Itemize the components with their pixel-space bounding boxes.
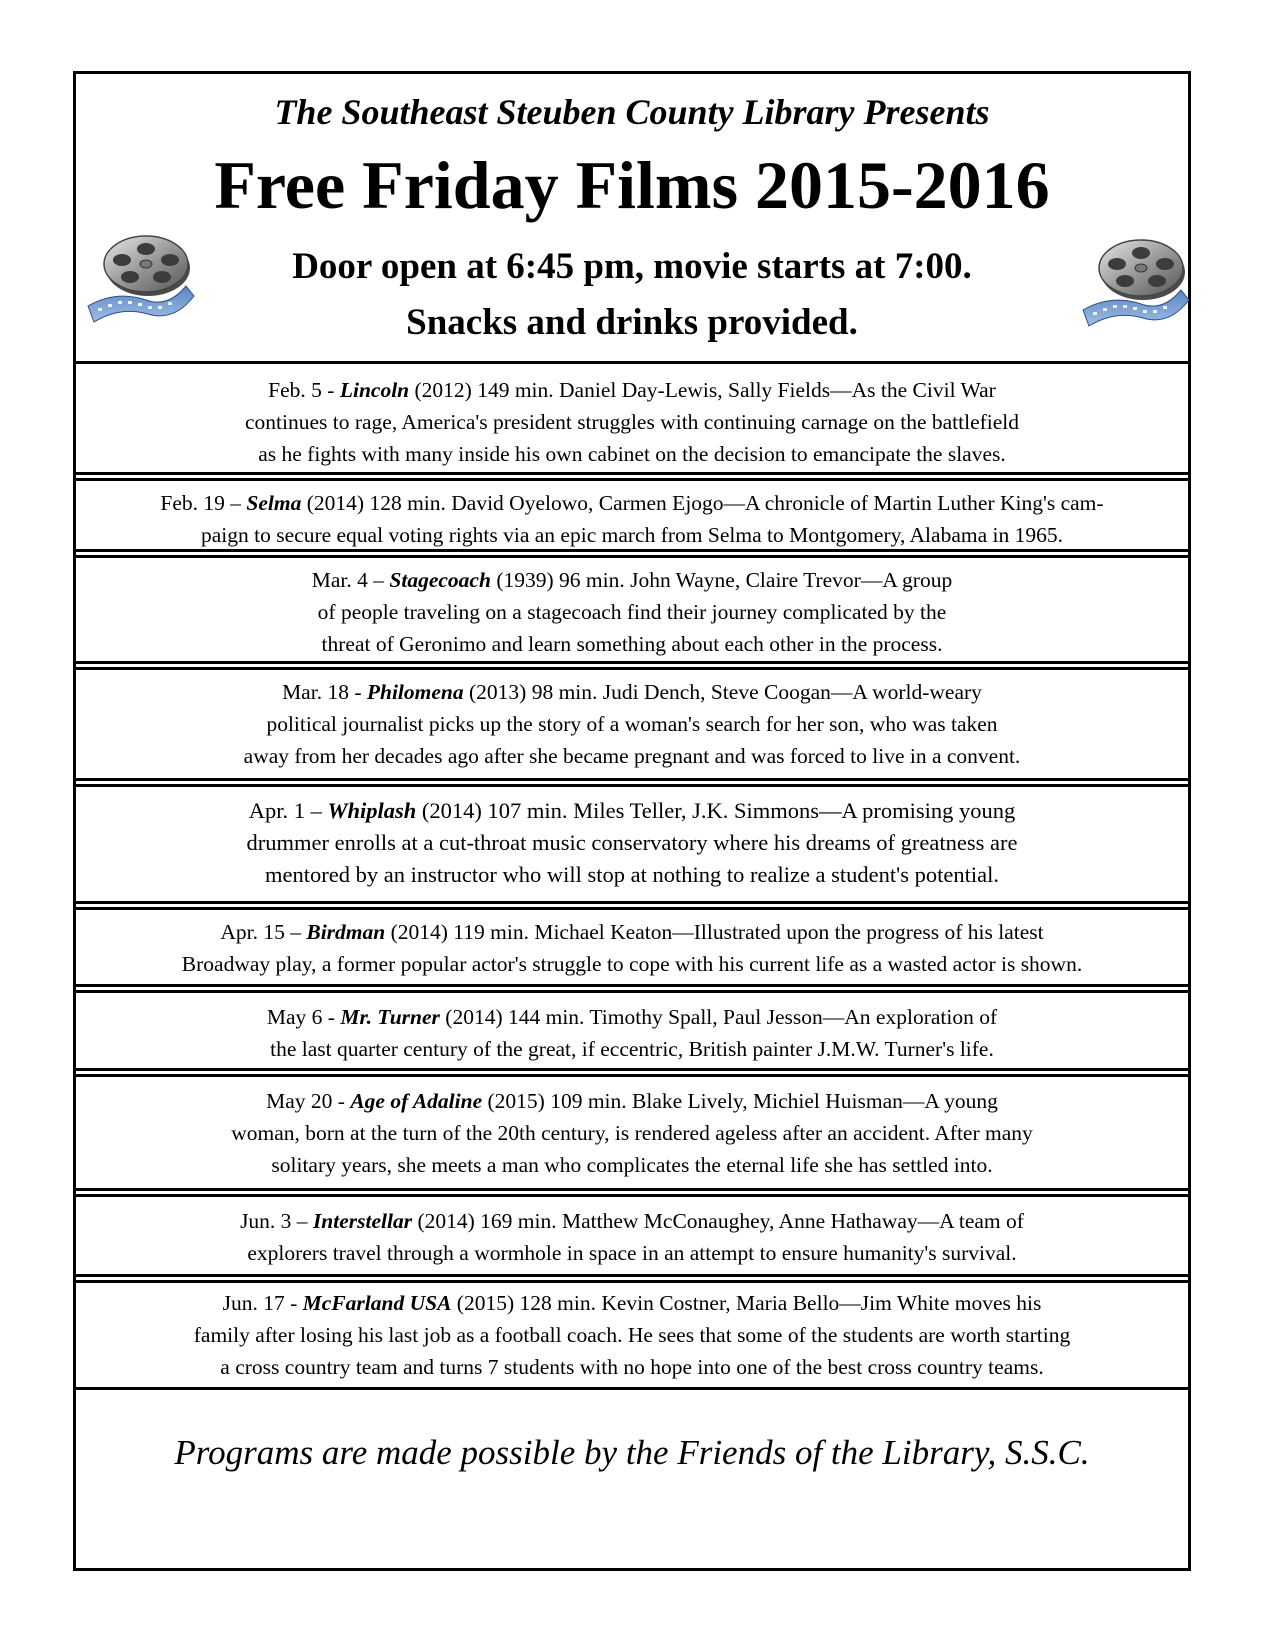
film-description: a cross country team and turns 7 students with no hope into one of the best cross country teams.: [220, 1355, 1044, 1379]
film-description: away from her decades ago after she became pregnant and was forced to live in a convent.: [243, 744, 1021, 768]
divider: [76, 778, 1188, 781]
film-title: Mr. Turner: [340, 1005, 440, 1029]
film-description: mentored by an instructor who will stop at nothing to realize a student's potential.: [265, 862, 999, 887]
film-description: woman, born at the turn of the 20th century, is rendered ageless after an accident. After many: [231, 1121, 1033, 1145]
film-description: Broadway play, a former popular actor's struggle to cope with his current life as a wasted actor is shown.: [181, 952, 1083, 976]
divider: [76, 901, 1188, 904]
film-entry: [76, 1194, 1188, 1277]
film-entry: [76, 478, 1188, 552]
film-line-1: [84, 676, 1180, 708]
film-details: (2014) 107 min. Miles Teller, J.K. Simmons—A promising young: [416, 798, 1016, 823]
flyer-header: [76, 74, 1188, 361]
divider: [76, 1188, 1188, 1191]
film-details: (2014) 169 min. Matthew McConaughey, Anne Hathaway—A team of: [412, 1209, 1024, 1233]
film-date: Mar. 4 –: [311, 568, 390, 592]
film-description: the last quarter century of the great, if eccentric, British painter J.M.W. Turner's life.: [270, 1037, 994, 1061]
film-title: Whiplash: [327, 798, 417, 823]
film-entry: [76, 361, 1188, 475]
film-line-1: [84, 1085, 1180, 1117]
film-description: drummer enrolls at a cut-throat music conservatory where his dreams of greatness are: [246, 830, 1018, 855]
page-title: Free Friday Films 2015-2016: [214, 147, 1050, 223]
film-description: of people traveling on a stagecoach find their journey complicated by the: [317, 600, 947, 624]
film-description: political journalist picks up the story of a woman's search for her son, who was taken: [266, 712, 998, 736]
film-description: family after losing his last job as a football coach. He sees that some of the students are worth starting: [193, 1323, 1071, 1347]
film-title: McFarland USA: [302, 1291, 452, 1315]
film-entry: [76, 555, 1188, 664]
film-details: (2015) 109 min. Blake Lively, Michiel Huisman—A young: [482, 1089, 998, 1113]
film-title: Age of Adaline: [350, 1089, 483, 1113]
film-line-1: [84, 564, 1180, 596]
film-title: Selma: [246, 491, 302, 515]
film-line-1: [84, 487, 1180, 519]
divider: [76, 1068, 1188, 1071]
divider: [76, 549, 1188, 552]
film-line-1: [84, 1001, 1180, 1033]
film-date: Apr. 1 –: [248, 798, 328, 823]
film-description: as he fights with many inside his own cabinet on the decision to emancipate the slaves.: [258, 442, 1006, 466]
film-date: Feb. 5 -: [268, 378, 340, 402]
film-title: Philomena: [366, 680, 464, 704]
film-line-1: [84, 795, 1180, 827]
film-title: Lincoln: [339, 378, 410, 402]
film-entry: [76, 990, 1188, 1071]
film-title: Stagecoach: [389, 568, 491, 592]
film-line-1: [84, 1287, 1180, 1319]
footer-credit: Programs are made possible by the Friends of the Library, S.S.C.: [174, 1433, 1090, 1472]
film-details: (2015) 128 min. Kevin Costner, Maria Bello—Jim White moves his: [451, 1291, 1042, 1315]
film-line-1: [84, 916, 1180, 948]
film-entry: [76, 784, 1188, 904]
film-entry: [76, 907, 1188, 987]
film-date: Jun. 17 -: [222, 1291, 303, 1315]
film-entry: [76, 667, 1188, 781]
footer: [76, 1387, 1188, 1568]
film-details: (2014) 144 min. Timothy Spall, Paul Jesson—An exploration of: [439, 1005, 998, 1029]
film-details: (2013) 98 min. Judi Dench, Steve Coogan—A world-weary: [463, 680, 982, 704]
film-details: (2014) 119 min. Michael Keaton—Illustrated upon the progress of his latest: [385, 920, 1044, 944]
film-entry: [76, 1074, 1188, 1191]
film-reel-icon: [86, 234, 206, 334]
film-date: Jun. 3 –: [240, 1209, 313, 1233]
film-description: continues to rage, America's president struggles with continuing carnage on the battlefield: [244, 410, 1020, 434]
film-title: Birdman: [306, 920, 386, 944]
film-description: threat of Geronimo and learn something about each other in the process.: [321, 632, 943, 656]
film-title: Interstellar: [312, 1209, 413, 1233]
film-details: (2012) 149 min. Daniel Day-Lewis, Sally Fields—As the Civil War: [409, 378, 996, 402]
film-description: paign to secure equal voting rights via an epic march from Selma to Montgomery, Alabama in 1965.: [201, 523, 1063, 547]
film-date: Feb. 19 –: [160, 491, 247, 515]
film-description: explorers travel through a wormhole in space in an attempt to ensure humanity's survival.: [247, 1241, 1017, 1265]
presenter-line: The Southeast Steuben County Library Presents: [274, 92, 990, 132]
divider: [76, 472, 1188, 475]
film-reel-icon: [1081, 238, 1201, 338]
film-line-1: [84, 374, 1180, 406]
film-description: solitary years, she meets a man who complicates the eternal life she has settled into.: [271, 1153, 993, 1177]
film-line-1: [84, 1205, 1180, 1237]
divider: [76, 1274, 1188, 1277]
film-entry: [76, 1280, 1188, 1396]
film-date: Mar. 18 -: [282, 680, 367, 704]
film-details: (2014) 128 min. David Oyelowo, Carmen Ejogo—A chronicle of Martin Luther King's cam-: [301, 491, 1104, 515]
flyer-frame: [73, 71, 1191, 1571]
divider: [76, 661, 1188, 664]
film-date: May 6 -: [266, 1005, 341, 1029]
film-date: May 20 -: [266, 1089, 351, 1113]
snacks-line: Snacks and drinks provided.: [406, 302, 858, 343]
door-time-line: Door open at 6:45 pm, movie starts at 7:00.: [292, 246, 972, 287]
film-date: Apr. 15 –: [220, 920, 307, 944]
divider: [76, 984, 1188, 987]
film-details: (1939) 96 min. John Wayne, Claire Trevor—A group: [490, 568, 953, 592]
